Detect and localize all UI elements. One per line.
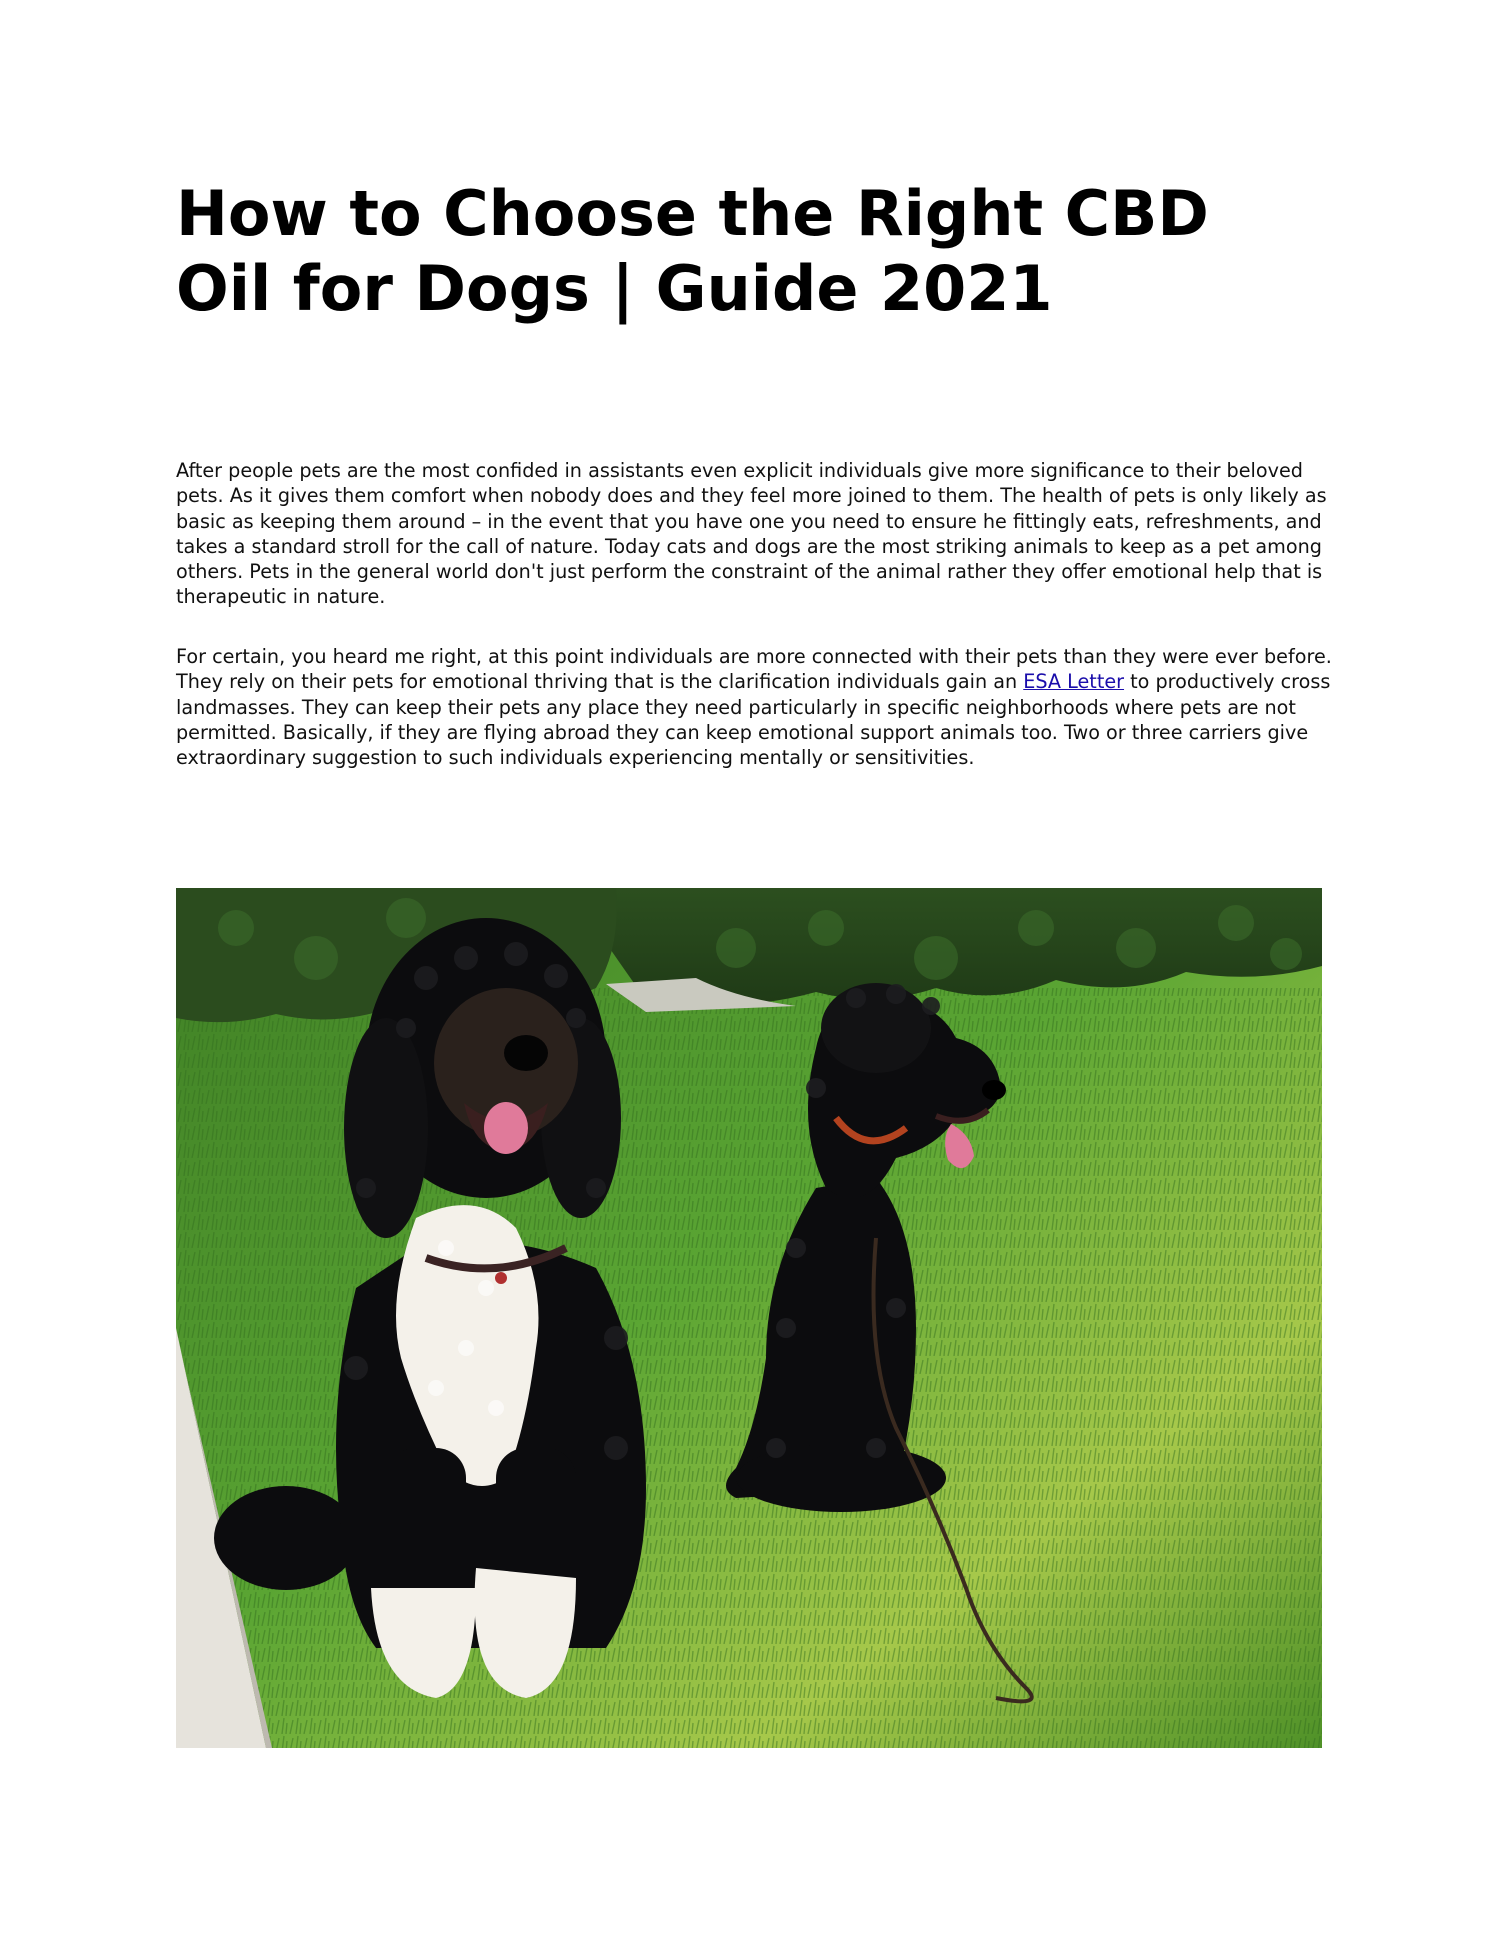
dogs-photo [176, 888, 1322, 1748]
paragraph-2-text-before-link: For certain, you heard me right, at this point individuals are more connected with their pets than they were ever before. They rely on their pets for emotional thriving that is the clarification individuals gain an [176, 645, 1332, 694]
esa-letter-link[interactable]: ESA Letter [1023, 670, 1125, 694]
paragraph-2 [176, 644, 1341, 770]
article-title: How to Choose the Right CBD Oil for Dogs | Guide 2021 [176, 177, 1209, 325]
dogs-photo-illustration [176, 888, 1322, 1748]
paragraph-1: After people pets are the most confided in assistants even explicit individuals give more significance to their beloved pets. As it gives them comfort when nobody does and they feel more joined to them. The health of pets is only likely as basic as keeping them around – in the event that you have one you need to ensure he fittingly eats, refreshments, and takes a standard stroll for the call of nature. Today cats and dogs are the most striking animals to keep as a pet among others. Pets in the general world don't just perform the constraint of the animal rather they offer emotional help that is therapeutic in nature. [176, 459, 1327, 609]
paragraph-2-text-after-link: to productively cross landmasses. They can keep their pets any place they need particularly in specific neighborhoods where pets are not permitted. Basically, if they are flying abroad they can keep emotional support animals too. Two or three carriers give extraordinary suggestion to such individuals experiencing mentally or sensitivities. [176, 670, 1331, 770]
